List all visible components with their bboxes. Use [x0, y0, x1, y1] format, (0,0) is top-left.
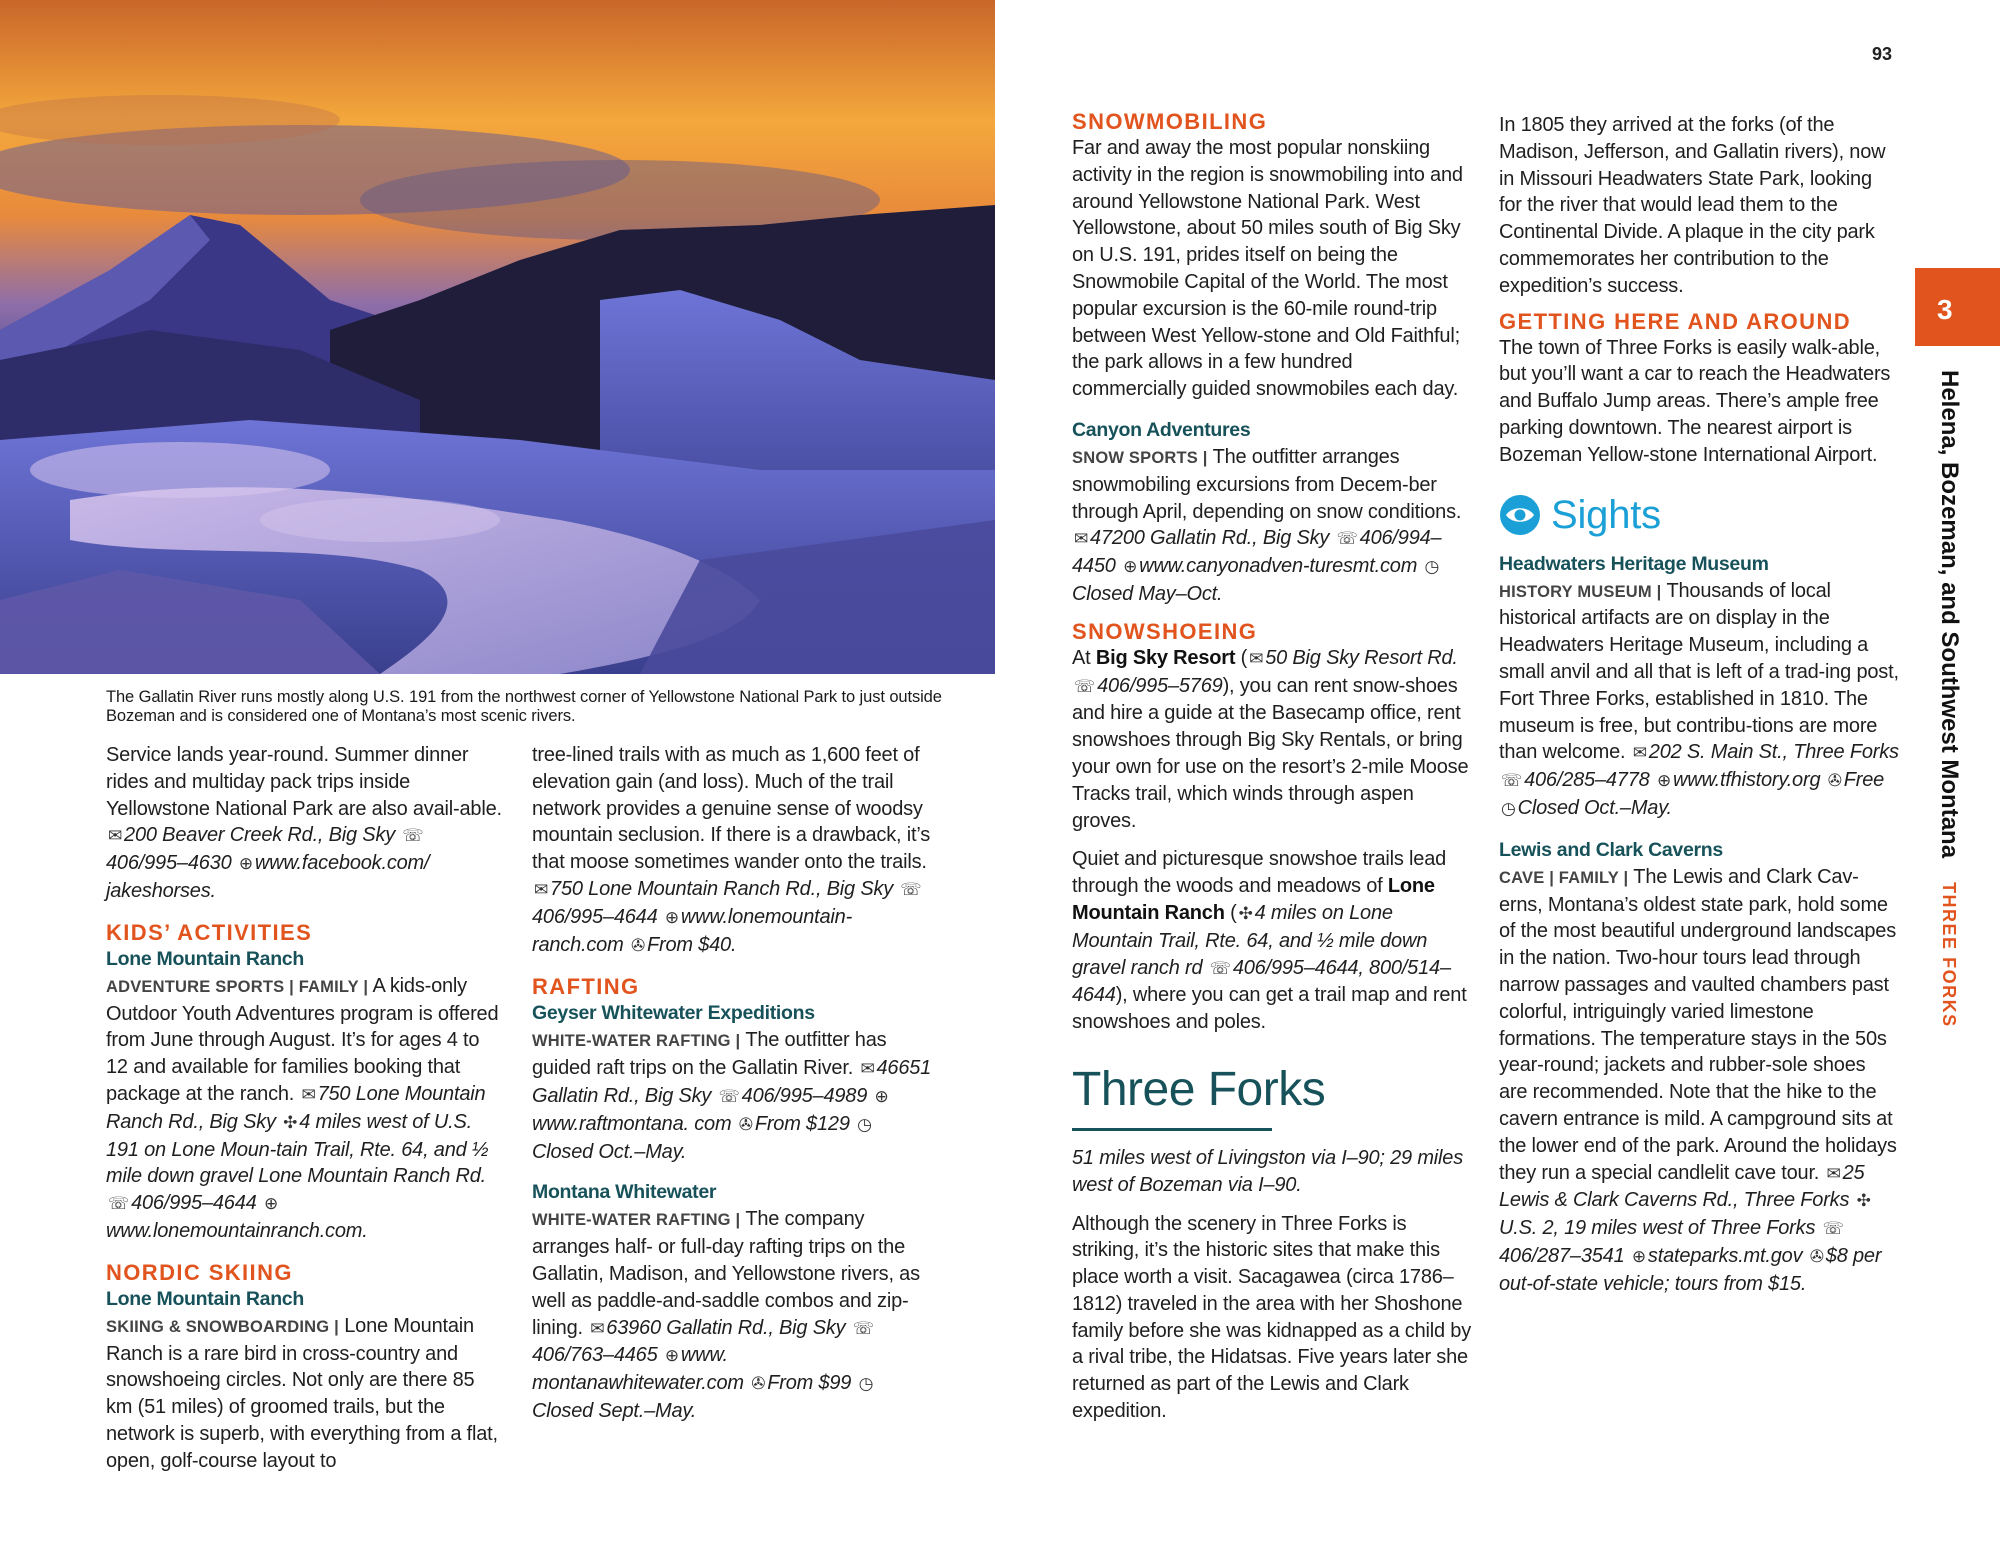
- clock-icon: ◷: [1424, 557, 1440, 577]
- section-heading-snowshoeing: SNOWSHOEING: [1072, 618, 1258, 644]
- phone-icon: ☏: [1501, 771, 1523, 791]
- price-icon: ✇: [1827, 771, 1842, 791]
- photo-scene: [0, 0, 995, 674]
- entry-category: SNOW SPORTS |: [1072, 448, 1208, 467]
- directions-icon: ✣: [1238, 903, 1253, 923]
- price-icon: ✇: [1809, 1246, 1824, 1266]
- side-subtitle: THREE FORKS: [1939, 882, 1960, 1028]
- section-heading-nordic: NORDIC SKIING: [106, 1259, 293, 1285]
- web-icon: ⊕: [238, 854, 253, 874]
- address-icon: ✉: [1826, 1163, 1841, 1183]
- website-link[interactable]: www.tfhistory.org: [1672, 769, 1821, 792]
- web-icon: ⊕: [664, 1346, 679, 1366]
- phone-icon: ☏: [718, 1086, 740, 1106]
- phone-icon: ☏: [1209, 958, 1231, 978]
- entry-category: CAVE | FAMILY |: [1499, 868, 1629, 887]
- phone-icon: ☏: [1336, 529, 1358, 549]
- phone-icon: ☏: [900, 879, 922, 899]
- entry-name: Headwaters Heritage Museum: [1499, 552, 1769, 575]
- entry-name: Geyser Whitewater Expeditions: [532, 1002, 815, 1025]
- entry-body: WHITE-WATER RAFTING | The outfitter has guided raft trips on the Gallatin River. ✉ 46651 Gallatin Rd., Big Sky ☏ 406/995–4989 ⊕www.raftmontana. com ✇ From $129 ◷Closed Oct.–May.: [532, 1029, 932, 1163]
- intro-paragraph: tree-lined trails with as much as 1,600 feet of elevation gain (and loss). Much of the trail network provides a genuine sense of woodsy mountain seclusion. If there is a drawback, it’s that moose sometimes wander onto the trails. ✉ 750 Lone Mountain Ranch Rd., Big Sky ☏406/995–4644 ⊕ www.lonemountain-ranch.com ✇ From $40.: [532, 742, 932, 959]
- sights-title: Sights: [1551, 492, 1661, 537]
- column-4: [1499, 112, 1899, 1297]
- website-link[interactable]: www. montanawhitewater.com: [532, 1344, 744, 1395]
- town-subtitle: 51 miles west of Livingston via I–90; 29 miles west of Bozeman via I–90.: [1072, 1146, 1463, 1196]
- website-link[interactable]: www.raftmontana. com: [532, 1112, 732, 1135]
- phone-icon: ☏: [1822, 1219, 1844, 1239]
- clock-icon: ◷: [858, 1374, 874, 1394]
- page-number: 93: [1872, 44, 1893, 64]
- address-icon: ✉: [534, 879, 549, 899]
- town-paragraph: Although the scenery in Three Forks is striking, it’s the historic sites that make this place worth a visit. Sacagawea (circa 1786–1812) traveled in the area with her Shoshone family before she was kidnapped as a child by a rival tribe, the Hidatsas. Five years later she returned as part of the Lewis and Clark expedition.: [1072, 1212, 1472, 1423]
- website-link[interactable]: stateparks.mt.gov: [1647, 1244, 1803, 1267]
- directions-icon: ✣: [283, 1112, 298, 1132]
- directions-icon: ✣: [1856, 1191, 1871, 1211]
- address-icon: ✉: [1074, 529, 1089, 549]
- address-icon: ✉: [590, 1318, 605, 1338]
- clock-icon: ◷: [857, 1114, 872, 1134]
- entry-category: WHITE-WATER RAFTING |: [532, 1032, 741, 1051]
- entry-body: HISTORY MUSEUM | Thousands of local historical artifacts are on display in the Headwaters Heritage Museum, including a small anvil and all that is left of a trad-ing post, Fort Three Forks, established in 1810. The museum is free, but contribu-tions are more than welcome. ✉ 202 S. Main St., Three Forks ☏ 406/285–4778 ⊕ www.tfhistory.org ✇ Free ◷ Closed Oct.–May.: [1499, 578, 1899, 823]
- phone-icon: ☏: [108, 1194, 130, 1214]
- website-link[interactable]: www.lonemountainranch.com.: [106, 1219, 368, 1242]
- address-icon: ✉: [301, 1084, 316, 1104]
- section-heading-kids: KIDS’ ACTIVITIES: [106, 919, 313, 945]
- price-icon: ✇: [738, 1114, 753, 1134]
- entry-body: SKIING & SNOWBOARDING | Lone Mountain Ranch is a rare bird in cross-country and snowshoeing circles. Not only are there 85 km (51 miles) of groomed trails, but the network is superb, with everything from a flat, open, golf-course layout to: [106, 1314, 498, 1472]
- side-running-head: [1928, 370, 1970, 1028]
- snowshoeing-paragraph: At Big Sky Resort ( ✉ 50 Big Sky Resort Rd. ☏ 406/995–5769), you can rent snow-shoes and hire a guide at the Basecamp office, rent snowshoes through Big Sky Rentals, or bring your own for use on the resort’s 2-mile Moose Tracks trail, which winds through aspen groves.: [1072, 646, 1469, 832]
- address-icon: ✉: [1632, 743, 1647, 763]
- web-icon: ⊕: [874, 1086, 889, 1106]
- column-3: [1072, 108, 1472, 1425]
- price-icon: ✇: [630, 935, 645, 955]
- entry-name: Lewis and Clark Caverns: [1499, 838, 1723, 861]
- web-icon: ⊕: [1656, 771, 1671, 791]
- section-heading-getting-here: GETTING HERE AND AROUND: [1499, 308, 1852, 334]
- entry-body: SNOW SPORTS | The outfitter arranges snowmobiling excursions from Decem-ber through April, depending on snow conditions. ✉ 47200 Gallatin Rd., Big Sky ☏ 406/994–4450 ⊕ www.canyonadven-turesmt.com ◷Closed May–Oct.: [1072, 445, 1462, 605]
- entry-category: ADVENTURE SPORTS | FAMILY |: [106, 977, 369, 996]
- side-title: Helena, Bozeman, and Southwest Montana: [1936, 370, 1963, 859]
- sights-heading: [1499, 493, 1899, 537]
- entry-body: WHITE-WATER RAFTING | The company arranges half- or full-day rafting trips on the Gallatin, Madison, and Yellowstone rivers, as well as paddle-and-saddle combos and zip-lining. ✉ 63960 Gallatin Rd., Big Sky ☏406/763–4465 ⊕ www. montanawhitewater.com ✇ From $99 ◷Closed Sept.–May.: [532, 1208, 920, 1422]
- entry-name: Canyon Adventures: [1072, 418, 1251, 441]
- getting-here-paragraph: The town of Three Forks is easily walk-able, but you’ll want a car to reach the Headwaters and Buffalo Jump areas. There’s ample free parking downtown. The nearest airport is Bozeman Yellow-stone International Airport.: [1499, 336, 1891, 466]
- section-heading-snowmobiling: SNOWMOBILING: [1072, 109, 1268, 134]
- column-1: [106, 742, 506, 1475]
- address-icon: ✉: [1249, 648, 1264, 668]
- gallatin-river-photo: [0, 0, 995, 674]
- quiet-trails-paragraph: Quiet and picturesque snowshoe trails lead through the woods and meadows of Lone Mountain Ranch ( ✣ 4 miles on Lone Mountain Trail, Rte. 64, and ½ mile down gravel ranch rd ☏ 406/995–4644, 800/514–4644), where you can get a trail map and rent snowshoes and poles.: [1072, 848, 1467, 1034]
- web-icon: ⊕: [664, 907, 679, 927]
- section-heading-rafting: RAFTING: [532, 974, 640, 1000]
- entry-name: Lone Mountain Ranch: [106, 1287, 304, 1310]
- address-icon: ✉: [108, 826, 123, 846]
- eye-icon: [1499, 494, 1541, 536]
- entry-name: Lone Mountain Ranch: [106, 947, 304, 970]
- web-icon: ⊕: [263, 1194, 278, 1214]
- clock-icon: ◷: [1501, 798, 1516, 818]
- intro-paragraph: Service lands year-round. Summer dinner rides and multiday pack trips inside Yellowstone National Park are also avail-able. ✉ 200 Beaver Creek Rd., Big Sky ☏406/995–4630 ⊕ www.facebook.com/ jakeshorses.: [106, 744, 502, 902]
- intro-paragraph: In 1805 they arrived at the forks (of the Madison, Jefferson, and Gallatin rivers), now in Missouri Headwaters State Park, looking for the river that would lead them to the Continental Divide. A plaque in the city park commemorates her contribution to the expedition’s success.: [1499, 114, 1886, 297]
- entry-body: ADVENTURE SPORTS | FAMILY | A kids-only Outdoor Youth Adventures program is offered from June through August. It’s for ages 4 to 12 and available for families booking that package at the ranch. ✉ 750 Lone Mountain Ranch Rd., Big Sky ✣ 4 miles west of U.S. 191 on Lone Moun-tain Trail, Rte. 64, and ½ mile down gravel Lone Mountain Ranch Rd. ☏ 406/995–4644 ⊕www.lonemountainranch.com.: [106, 974, 499, 1242]
- web-icon: ⊕: [1631, 1246, 1646, 1266]
- photo-caption: The Gallatin River runs mostly along U.S. 191 from the northwest corner of Yellowstone National Park to just outside Bozeman and is considered one of Montana’s most scenic rivers.: [106, 688, 942, 725]
- website-link[interactable]: www.lonemountain-ranch.com: [532, 905, 853, 956]
- chapter-tab[interactable]: 3: [1915, 268, 2000, 346]
- phone-icon: ☏: [1074, 676, 1096, 696]
- entry-body: CAVE | FAMILY | The Lewis and Clark Cav-erns, Montana’s oldest state park, hold some of the most beautiful underground landscapes in the nation. Two-hour tours lead through narrow passages and vaulted chambers past colorful, intriguingly varied limestone formations. The temperature stays in the 50s year-round; jackets and rubber-sole shoes are recommended. Note that the hike to the cavern entrance is mild. A campground sits at the lower end of the park. Around the holidays they run a special candlelit cave tour. ✉ 25 Lewis & Clark Caverns Rd., Three Forks ✣U.S. 2, 19 miles west of Three Forks ☏406/287–3541 ⊕ stateparks.mt.gov ✇ $8 per out-of-state vehicle; tours from $15.: [1499, 865, 1897, 1295]
- column-2: [532, 742, 932, 1425]
- entry-name: Montana Whitewater: [532, 1181, 717, 1204]
- web-icon: ⊕: [1123, 557, 1138, 577]
- price-icon: ✇: [751, 1374, 766, 1394]
- entry-category: WHITE-WATER RAFTING |: [532, 1211, 741, 1230]
- town-title: Three Forks: [1072, 1062, 1326, 1116]
- address-icon: ✉: [860, 1059, 875, 1079]
- entry-category: HISTORY MUSEUM |: [1499, 582, 1662, 601]
- phone-icon: ☏: [852, 1318, 874, 1338]
- phone-icon: ☏: [402, 826, 424, 846]
- title-rule: [1072, 1128, 1272, 1131]
- snowmobiling-paragraph: Far and away the most popular nonskiing activity in the region is snowmobiling into and around Yellowstone National Park. West Yellowstone, about 50 miles south of Big Sky on U.S. 191, prides itself on being the Snowmobile Capital of the World. The most popular excursion is the 60-mile round-trip between West Yellow-stone and Old Faithful; the park allows in a few hundred commercially guided snowmobiles each day.: [1072, 137, 1463, 401]
- website-link[interactable]: www.facebook.com/ jakeshorses.: [106, 852, 430, 902]
- entry-category: SKIING & SNOWBOARDING |: [106, 1317, 339, 1336]
- website-link[interactable]: www.canyonadven-turesmt.com: [1139, 555, 1418, 578]
